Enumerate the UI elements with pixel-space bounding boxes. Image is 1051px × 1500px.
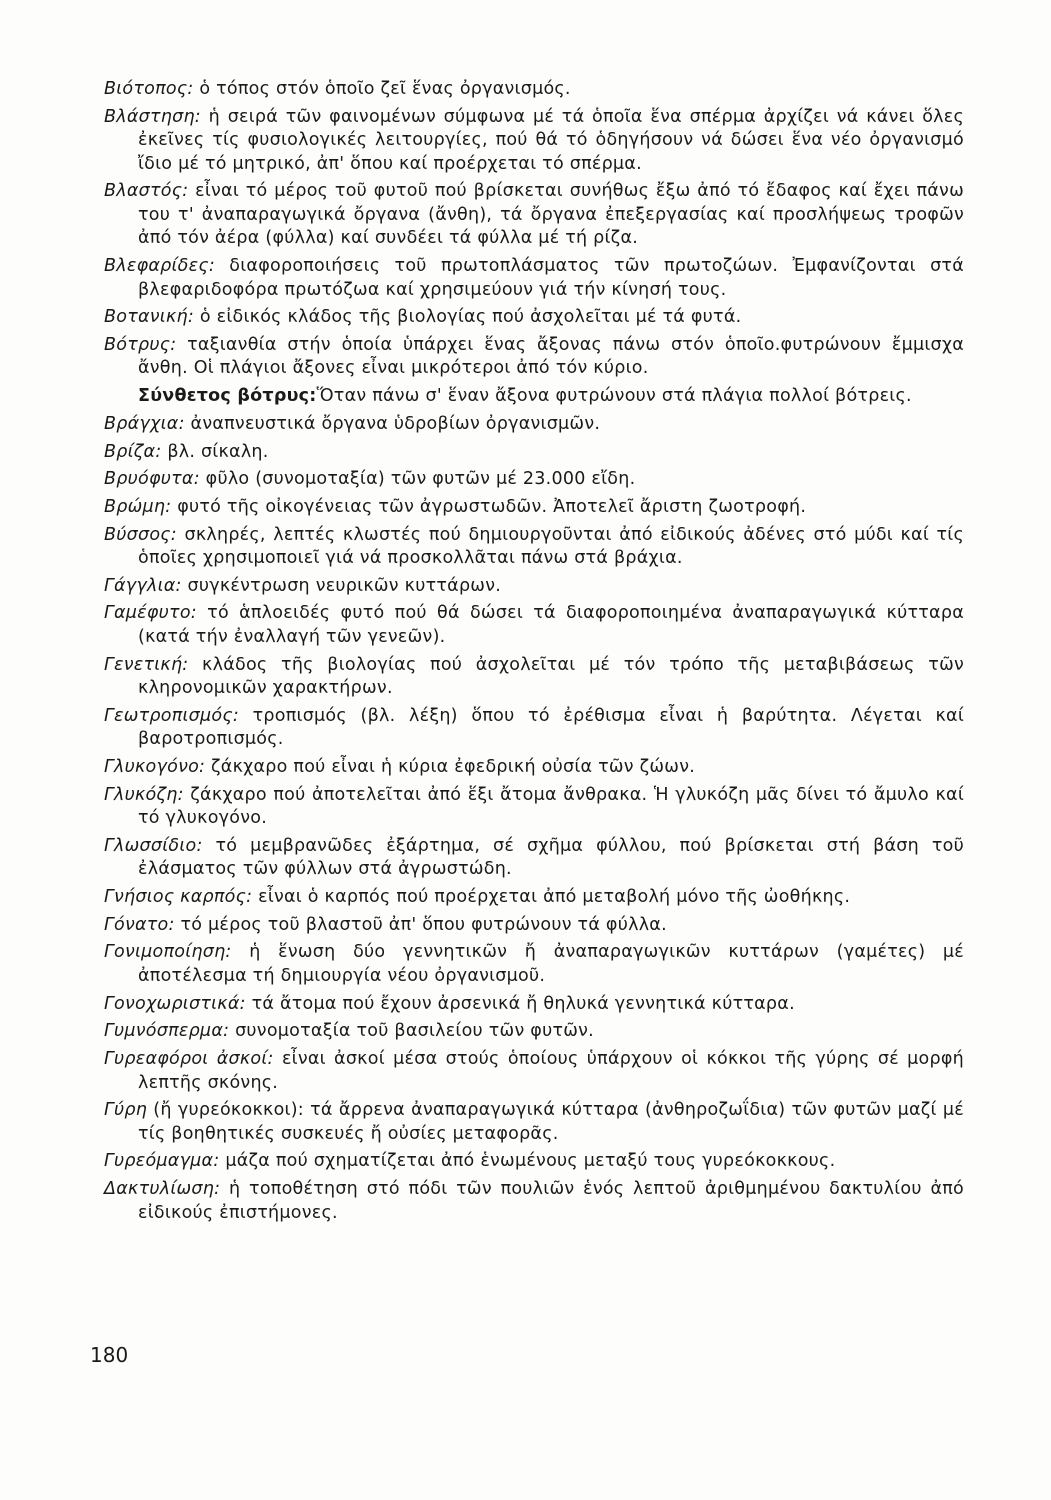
entry-definition: (ἤ γυρεόκοκκοι): τά ἄρρενα ἀναπαραγωγικά κύτταρα (ἀνθηροζωΐδια) τῶν φυτῶν μαζί μέ τίς βοηθητικές συσκευές ἤ οὐσίες μεταφορᾶς.: [138, 1100, 964, 1144]
entry-definition: φῦλο (συνομοταξία) τῶν φυτῶν μέ 23.000 εἴδη.: [199, 469, 636, 490]
entry-definition: ὁ τόπος στόν ὁποῖο ζεῖ ἕνας ὀργανισμός.: [193, 79, 571, 99]
glossary-entry: [104, 886, 964, 910]
entry-term: Γεωτροπισμός:: [104, 705, 240, 726]
entry-term: Βύσσος:: [104, 524, 177, 545]
entry-definition: ταξιανθία στήν ὁποία ὑπάρχει ἕνας ἄξονας πάνω στόν ὁποῖο.φυτρώνουν ἔμμισχα ἄνθη. Οἱ πλάγιοι ἄξονες εἶναι μικρότεροι ἀπό τόν κύριο.: [138, 334, 964, 379]
glossary-entry: [104, 441, 964, 465]
glossary-entry: [104, 941, 964, 988]
entry-term: Βότρυς:: [104, 334, 177, 355]
glossary-subentry: [104, 385, 964, 409]
entry-term: Βράγχια:: [104, 413, 185, 434]
entry-definition: Ὅταν πάνω σ' ἕναν ἄξονα φυτρώνουν στά πλάγια πολλοί βότρεις.: [316, 386, 912, 407]
entry-term: Γλυκογόνο:: [104, 757, 206, 777]
entry-definition: φυτό τῆς οἰκογένειας τῶν ἀγρωστωδῶν. Ἀποτελεῖ ἄριστη ζωοτροφή.: [171, 496, 807, 517]
entry-definition: τά ἄτομα πού ἔχουν ἀρσενικά ἤ θηλυκά γεννητικά κύτταρα.: [245, 993, 795, 1014]
entry-term: Βλάστηση:: [104, 106, 201, 127]
entry-term: Γνήσιος καρπός:: [104, 887, 253, 908]
entry-definition: ἀναπνευστικά ὄργανα ὑδροβίων ὀργανισμῶν.: [184, 413, 601, 434]
entry-definition: ζάκχαρο πού ἀποτελεῖται ἀπό ἕξι ἄτομα ἄνθρακα. Ἡ γλυκόζη μᾶς δίνει τό ἄμυλο καί τό γλυκογόνο.: [138, 784, 964, 829]
entry-term: Βοτανική:: [104, 307, 195, 328]
entry-term: Γλυκόζη:: [104, 784, 184, 805]
glossary-entry: [104, 78, 964, 102]
entry-term: Γονοχωριστικά:: [104, 993, 246, 1014]
glossary-entry: [104, 413, 964, 437]
entry-definition: διαφοροποιήσεις τοῦ πρωτοπλάσματος τῶν πρωτοζώων. Ἐμφανίζονται στά βλεφαριδοφόρα πρωτόζωα καί χρησιμεύουν γιά τήν κίνησή τους.: [138, 256, 964, 300]
entry-definition: τό μεμβρανῶδες ἐξάρτημα, σέ σχῆμα φύλλου, πού βρίσκεται στή βάση τοῦ ἐλάσματος τῶν φύλλων στά ἀγρωστώδη.: [138, 835, 964, 880]
entry-definition: μάζα πού σχηματίζεται ἀπό ἑνωμένους μεταξύ τους γυρεόκοκκους.: [219, 1151, 836, 1172]
entry-term: Γαμέφυτο:: [104, 603, 197, 624]
entry-term: Γυμνόσπερμα:: [104, 1021, 230, 1042]
glossary-entry: [104, 1020, 964, 1044]
entry-term: Γόνατο:: [104, 914, 175, 935]
entry-term: Βρώμη:: [104, 496, 172, 517]
entry-definition: ζάκχαρο πού εἶναι ἡ κύρια ἐφεδρική οὐσία τῶν ζώων.: [205, 757, 696, 777]
glossary-entry: [104, 575, 964, 599]
entry-definition: ἡ τοποθέτηση στό πόδι τῶν πουλιῶν ἑνός λεπτοῦ ἀριθμημένου δακτυλίου ἀπό εἰδικούς ἐπιστήμονες.: [138, 1179, 964, 1223]
glossary-entry: [104, 496, 964, 520]
glossary-entry: [104, 835, 964, 882]
entry-definition: εἶναι τό μέρος τοῦ φυτοῦ πού βρίσκεται συνήθως ἔξω ἀπό τό ἔδαφος καί ἔχει πάνω του τ' ἀναπαραγωγικά ὄργανα (ἄνθη), τά ὄργανα ἐπεξεργασίας καί προσλήψεως τροφῶν ἀπό τόν ἀέρα (φύλλα) καί συνδέει τά φύλλα μέ τή ρίζα.: [138, 181, 964, 249]
glossary-entry: [104, 180, 964, 251]
entry-term: Γυρεαφόροι ἀσκοί:: [104, 1049, 274, 1069]
entry-definition: σκληρές, λεπτές κλωστές πού δημιουργοῦνται ἀπό εἰδικούς ἀδένες στό μύδι καί τίς ὁποῖες χρησιμοποιεῖ γιά νά προσκολλᾶται πάνω στά βράχια.: [138, 524, 964, 569]
entry-term: Γλωσσίδιο:: [104, 835, 203, 856]
entry-term: Γενετική:: [104, 654, 189, 675]
entry-definition: εἶναι ἀσκοί μέσα στούς ὁποίους ὑπάρχουν οἱ κόκκοι τῆς γύρης σέ μορφή λεπτῆς σκόνης.: [138, 1049, 964, 1093]
glossary-entry: [104, 756, 964, 780]
glossary-entry: [104, 468, 964, 492]
glossary-entry: [104, 306, 964, 330]
entry-term: Βλεφαρίδες:: [104, 256, 216, 277]
entry-definition: συγκέντρωση νευρικῶν κυττάρων.: [181, 575, 502, 596]
entry-definition: ὁ εἰδικός κλάδος τῆς βιολογίας πού ἀσχολεῖται μέ τά φυτά.: [194, 307, 742, 328]
page-number: 180: [90, 1343, 129, 1367]
entry-term: Δακτυλίωση:: [104, 1179, 221, 1200]
glossary-entries: [104, 78, 964, 1229]
entry-definition: συνομοταξία τοῦ βασιλείου τῶν φυτῶν.: [229, 1021, 594, 1042]
entry-definition: ἡ σειρά τῶν φαινομένων σύμφωνα μέ τά ὁποῖα ἕνα σπέρμα ἀρχίζει νά κάνει ὅλες ἐκεῖνες τίς φυσιολογικές λειτουργίες, πού θά τό ὁδηγήσουν νά δώσει ἕνα νέο ὀργανισμό ἴδιο μέ τό μητρικό, ἀπ' ὅπου καί προέρχεται τό σπέρμα.: [138, 106, 964, 174]
glossary-entry: [104, 524, 964, 571]
glossary-entry: [104, 654, 964, 701]
glossary-entry: [104, 784, 964, 831]
glossary-entry: [104, 993, 964, 1017]
entry-term: Βρυόφυτα:: [104, 469, 200, 490]
entry-term: Βλαστός:: [104, 181, 189, 202]
entry-term: Γάγγλια:: [104, 575, 182, 596]
entry-definition: τροπισμός (βλ. λέξη) ὅπου τό ἐρέθισμα εἶναι ἡ βαρύτητα. Λέγεται καί βαροτροπισμός.: [138, 705, 964, 750]
glossary-entry: [104, 1178, 964, 1225]
entry-definition: κλάδος τῆς βιολογίας πού ἀσχολεῖται μέ τόν τρόπο τῆς μεταβιβάσεως τῶν κληρονομικῶν χαρακτήρων.: [138, 654, 964, 699]
glossary-entry: [104, 1150, 964, 1174]
entry-term: Γονιμοποίηση:: [104, 942, 232, 963]
entry-term: Βιότοπος:: [104, 79, 194, 99]
glossary-entry: [104, 602, 964, 649]
glossary-entry: [104, 106, 964, 177]
glossary-entry: [104, 1099, 964, 1146]
entry-definition: ἡ ἕνωση δύο γεννητικῶν ἤ ἀναπαραγωγικῶν κυττάρων (γαμέτες) μέ ἀποτέλεσμα τή δημιουργία νέου ὀργανισμοῦ.: [138, 942, 964, 986]
glossary-entry: [104, 1048, 964, 1095]
glossary-entry: [104, 255, 964, 302]
glossary-entry: [104, 914, 964, 938]
glossary-entry: [104, 705, 964, 752]
entry-term: Γυρεόμαγμα:: [104, 1151, 220, 1172]
entry-definition: βλ. σίκαλη.: [161, 441, 269, 462]
glossary-entry: [104, 334, 964, 381]
entry-definition: τό ἁπλοειδές φυτό πού θά δώσει τά διαφοροποιημένα ἀναπαραγωγικά κύτταρα (κατά τήν ἐναλλαγή τῶν γενεῶν).: [138, 603, 964, 647]
entry-definition: εἶναι ὁ καρπός πού προέρχεται ἀπό μεταβολή μόνο τῆς ὠοθήκης.: [252, 887, 851, 908]
entry-term: Βρίζα:: [104, 441, 162, 462]
entry-definition: τό μέρος τοῦ βλαστοῦ ἀπ' ὅπου φυτρώνουν τά φύλλα.: [174, 914, 667, 935]
entry-term: Σύνθετος βότρυς:: [138, 386, 317, 407]
entry-term: Γύρη: [104, 1100, 148, 1121]
